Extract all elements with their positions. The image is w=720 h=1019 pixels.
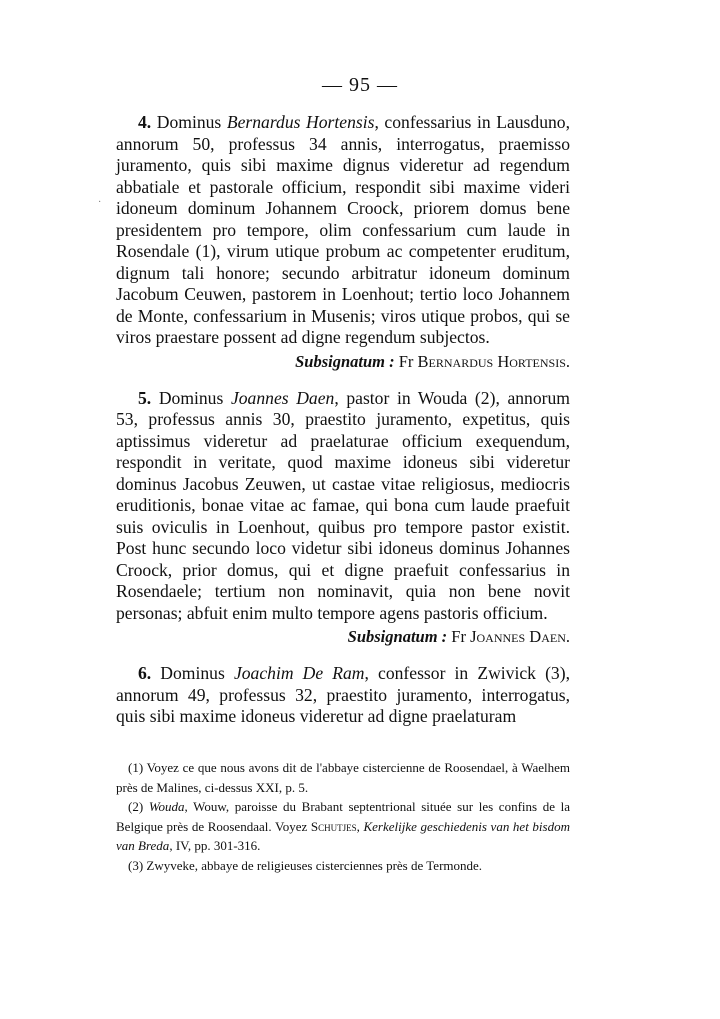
person-name: Joannes Daen [230, 387, 335, 408]
person-name: Joachim De Ram [233, 663, 365, 683]
footnotes [116, 758, 570, 876]
paragraph-number: 4. [138, 112, 152, 132]
margin-dot: · [98, 197, 102, 208]
footnote-3: (3) Zwyveke, abbaye de religieuses cisterciennes près de Termonde. [128, 857, 483, 873]
footnote-1: (1) Voyez ce que nous avons dit de l'abbaye cistercienne de Roosendael, à Waelhem près de Malines, ci-dessus XXI, p. 5. [116, 760, 570, 795]
paragraph-4: 4. Dominus Bernardus Hortensis, confessarius in Lausduno, annorum 50, professus 34 annis, interrogatus, praemisso juramento, quis sibi maxime dignus videretur ad regendum abbatiale et pastorale officium, respondit sibi maxime videri idoneum dominum Johannem Croock, priorem domus bene presidentem pro tempore, olim confessarium cum laude in Rosendale (1), virum utique probum ac competenter eruditum, dignum tali honore; secundo arbitratur idoneum dominum Jacobum Ceuwen, pastorem in Loenhout; tertio loco Johannem de Monte, confessarium in Musenis; viros utique probos, qui se viros praestare possent ad digne regendum subjectos. [116, 112, 570, 347]
person-name: Bernardus Hortensis [226, 112, 375, 132]
paragraph-number: 5. [138, 387, 152, 408]
signature-line: Subsignatum : Fr Joannes Daen. [347, 627, 570, 646]
footnote-2: (2) Wouda, Wouw, paroisse du Brabant septentrional située sur les confins de la Belgique près de Roosendaal. Voyez Schutjes, Kerkelijke geschiedenis van het bisdom van Breda, IV, pp. 301-316. [116, 799, 570, 854]
paragraph-5: 5. Dominus Joannes Daen, pastor in Wouda (2), annorum 53, professus annis 30, praestito juramento, expetitus, quis aptissimus videretur ad praelaturae officium exequendum, respondit in veritate, quod maxime idoneus sibi videretur dominus Jacobus Zeuwen, ut castae vitae religiosus, mediocris eruditionis, bonae vitae ac famae, qui bona cum laude praefuit suis oviculis in Loenhout, quibus pro tempore pastor existit. Post hunc secundo loco videtur sibi idoneus dominus Johannes Croock, prior domus, qui et digne praefuit confessarius in Rosendaele; tertium non nominavit, quia non bene novit personas; abfuit enim multo tempore agens pastoris officium. [116, 387, 570, 623]
signature-line: Subsignatum : Fr Bernardus Hortensis. [295, 351, 570, 371]
page-number: — 95 — [322, 74, 398, 96]
main-text [116, 112, 570, 728]
paragraph-number: 6. [138, 663, 152, 683]
paragraph-6: 6. Dominus Joachim De Ram, confessor in Zwivick (3), annorum 49, professus 32, praestito juramento, interrogatus, quis sibi maxime idoneus videretur ad digne praelaturam [116, 663, 570, 726]
